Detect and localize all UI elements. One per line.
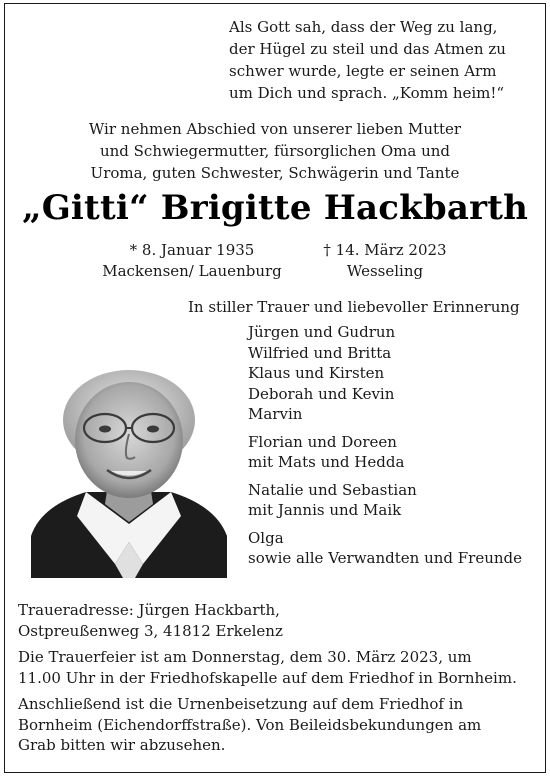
relatives-group bbox=[248, 528, 538, 569]
portrait-photo bbox=[31, 366, 227, 578]
birth-info bbox=[88, 240, 296, 282]
deceased-name: „Gitti“ Brigitte Hackbarth bbox=[21, 188, 529, 228]
relative-line: Jürgen und Gudrun bbox=[248, 323, 396, 341]
relative-line: mit Mats und Hedda bbox=[248, 453, 405, 471]
intro-line: und Schwiegermutter, fürsorglichen Oma und bbox=[99, 142, 451, 160]
burial-line: Anschließend ist die Urnenbeisetzung auf dem Friedhof in bbox=[18, 695, 464, 713]
mourning-line: In stiller Trauer und liebevoller Erinnerung bbox=[188, 298, 520, 316]
address-line: Traueradresse: Jürgen Hackbarth, bbox=[18, 601, 280, 619]
intro-line: Wir nehmen Abschied von unserer lieben Mutter bbox=[88, 120, 462, 138]
address-line: Ostpreußenweg 3, 41812 Erkelenz bbox=[18, 621, 283, 640]
relative-line: Natalie und Sebastian bbox=[248, 480, 417, 499]
relative-line: sowie alle Verwandten und Freunde bbox=[248, 549, 523, 567]
relative-line: Florian und Doreen bbox=[248, 432, 397, 451]
relative-line: Klaus und Kirsten bbox=[248, 364, 385, 382]
relative-line: Olga bbox=[248, 528, 284, 547]
poem-line: Als Gott sah, dass der Weg zu lang, bbox=[229, 18, 498, 36]
burial-line: Bornheim (Eichendorffstraße). Von Beileidsbekundungen am bbox=[18, 715, 482, 734]
birth-place: Mackensen/ Lauenburg bbox=[102, 262, 282, 280]
ceremony-info bbox=[18, 647, 538, 688]
relative-line: Wilfried und Britta bbox=[248, 343, 392, 362]
death-date: † 14. März 2023 bbox=[323, 241, 447, 259]
footer-info bbox=[18, 600, 538, 762]
poem-line: der Hügel zu steil und das Atmen zu bbox=[229, 40, 506, 58]
poem-line: um Dich und sprach. „Komm heim!“ bbox=[229, 84, 505, 102]
birth-date: * 8. Januar 1935 bbox=[129, 241, 255, 259]
relative-line: Marvin bbox=[248, 405, 303, 423]
death-info bbox=[290, 240, 480, 282]
burial-info bbox=[18, 694, 538, 756]
funeral-address bbox=[18, 600, 538, 641]
poem bbox=[229, 16, 529, 104]
burial-line: Grab bitten wir abzusehen. bbox=[18, 736, 226, 754]
farewell-intro bbox=[0, 118, 550, 184]
relatives-list bbox=[248, 322, 538, 576]
intro-line: Uroma, guten Schwester, Schwägerin und Tante bbox=[90, 164, 460, 182]
ceremony-line: 11.00 Uhr in der Friedhofskapelle auf dem Friedhof in Bornheim. bbox=[18, 668, 517, 687]
relatives-group bbox=[248, 322, 538, 425]
poem-line: schwer wurde, legte er seinen Arm bbox=[229, 62, 497, 80]
relatives-group bbox=[248, 432, 538, 473]
relative-line: Deborah und Kevin bbox=[248, 384, 395, 403]
death-place: Wesseling bbox=[346, 262, 424, 280]
relatives-group bbox=[248, 480, 538, 521]
portrait-image bbox=[31, 366, 227, 578]
relative-line: mit Jannis und Maik bbox=[248, 501, 402, 519]
ceremony-line: Die Trauerfeier ist am Donnerstag, dem 30. März 2023, um bbox=[18, 648, 472, 666]
